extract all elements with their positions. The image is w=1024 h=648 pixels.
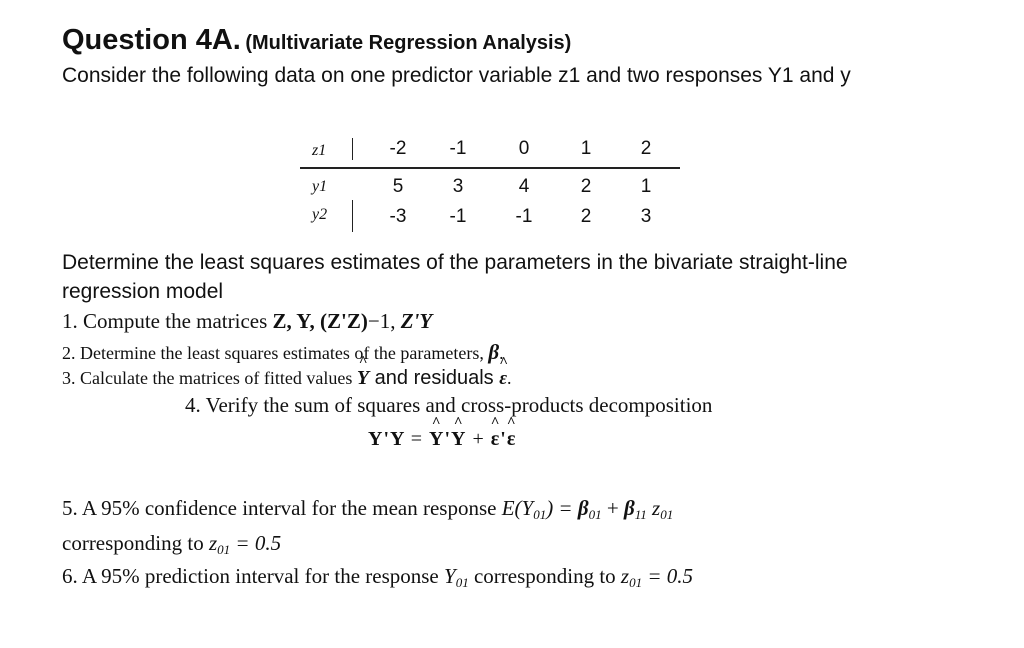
- y1-cell: 3: [452, 176, 464, 197]
- mean-response-sub: 01: [533, 507, 547, 522]
- ss-decomposition-equation: [368, 428, 516, 451]
- beta-0-symbol: β: [577, 496, 589, 520]
- determine-text-line2: regression model: [62, 280, 224, 303]
- question-title: [62, 24, 571, 57]
- row-label-y1: y1: [312, 178, 328, 195]
- y2-cell: -1: [449, 206, 467, 227]
- equation-plus: +: [472, 428, 485, 450]
- step-6-mid: corresponding to: [468, 564, 621, 588]
- z1-cell: -1: [449, 138, 467, 159]
- mean-response-close: ) =: [546, 496, 578, 520]
- step-2: [62, 340, 504, 365]
- step-3-text: 3. Calculate the matrices of fitted values: [62, 368, 357, 388]
- mean-response-E: E(Y: [501, 496, 534, 520]
- step-5-text: 5. A 95% confidence interval for the mean response: [62, 496, 502, 520]
- step-5-line1: [62, 496, 673, 523]
- z1-cell: 1: [580, 138, 592, 159]
- equation-lhs: Y'Y: [368, 428, 405, 450]
- row-label-z1: z1: [312, 142, 327, 159]
- y1-cell: 1: [640, 176, 652, 197]
- y2-cell: -3: [389, 206, 407, 227]
- y2-cell: -1: [515, 206, 533, 227]
- beta-hat-symbol: β: [488, 340, 500, 364]
- step-3: [62, 367, 511, 390]
- beta-0-sub: 01: [588, 507, 602, 522]
- equation-prime-1: ': [444, 428, 451, 450]
- intro-text: Consider the following data on one predictor variable z1 and two responses Y1 and y: [62, 64, 851, 87]
- step-1: [62, 309, 432, 334]
- y1-cell: 2: [580, 176, 592, 197]
- z-symbol: z: [620, 564, 630, 588]
- table-divider-bottom: [352, 200, 353, 232]
- equation-ehat-2: ^ ε: [507, 428, 517, 451]
- step-3-end: .: [506, 368, 512, 388]
- z-sub: 01: [660, 507, 674, 522]
- beta-1-sub: 11: [634, 507, 647, 522]
- y-hat-symbol: ^ Y: [357, 367, 369, 390]
- y2-cell: 2: [580, 206, 592, 227]
- step-5-line2-text: corresponding to: [62, 531, 209, 555]
- z1-cell: 2: [640, 138, 652, 159]
- row-label-y2: y2: [312, 206, 328, 223]
- step-5-line2: [62, 531, 281, 558]
- step-6-text: 6. A 95% prediction interval for the response: [62, 564, 444, 588]
- z-value: = 0.5: [642, 564, 694, 588]
- step-1-inverse: −1: [367, 309, 391, 333]
- beta-1-symbol: β: [623, 496, 635, 520]
- z-sub: 01: [217, 542, 231, 557]
- step-2-text: 2. Determine the least squares estimates of the parameters,: [62, 343, 489, 363]
- step-1-matrices: Z, Y, (Z'Z): [272, 309, 368, 333]
- epsilon-hat-symbol: ^ ε: [499, 368, 507, 390]
- y2-cell: 3: [640, 206, 652, 227]
- response-Y: Y: [444, 564, 456, 588]
- step-1-zy: Z'Y: [400, 309, 433, 333]
- step-4: 4. Verify the sum of squares and cross-products decomposition: [185, 393, 713, 417]
- z1-cell: -2: [389, 138, 407, 159]
- response-Y-sub: 01: [455, 575, 469, 590]
- y1-cell: 5: [392, 176, 404, 197]
- equation-prime-2: ': [500, 428, 507, 450]
- y1-cell: 4: [518, 176, 530, 197]
- step-2-end: .: [499, 343, 504, 363]
- z-value: = 0.5: [230, 531, 282, 555]
- step-1-text: 1. Compute the matrices: [62, 309, 273, 333]
- equation-yhat-1: ^ Y: [429, 428, 444, 451]
- question-topic: (Multivariate Regression Analysis): [245, 32, 572, 54]
- step-1-comma: ,: [390, 309, 401, 333]
- z1-cell: 0: [518, 138, 530, 159]
- table-divider-top: [352, 138, 353, 160]
- z-symbol: z: [208, 531, 218, 555]
- step-3-mid: and residuals: [369, 367, 500, 389]
- determine-text-line1: Determine the least squares estimates of the parameters in the bivariate straight-line: [62, 251, 848, 274]
- equation-yhat-2: ^ Y: [451, 428, 466, 451]
- data-table: [300, 130, 700, 240]
- table-rule: [300, 167, 680, 169]
- step-5-plus: +: [601, 496, 624, 520]
- equation-equals: =: [410, 428, 423, 450]
- equation-ehat-1: ^ ε: [491, 428, 501, 451]
- step-6: [62, 564, 693, 591]
- z-symbol: z: [646, 496, 661, 520]
- z-sub: 01: [629, 575, 643, 590]
- question-number: Question 4A.: [62, 24, 241, 56]
